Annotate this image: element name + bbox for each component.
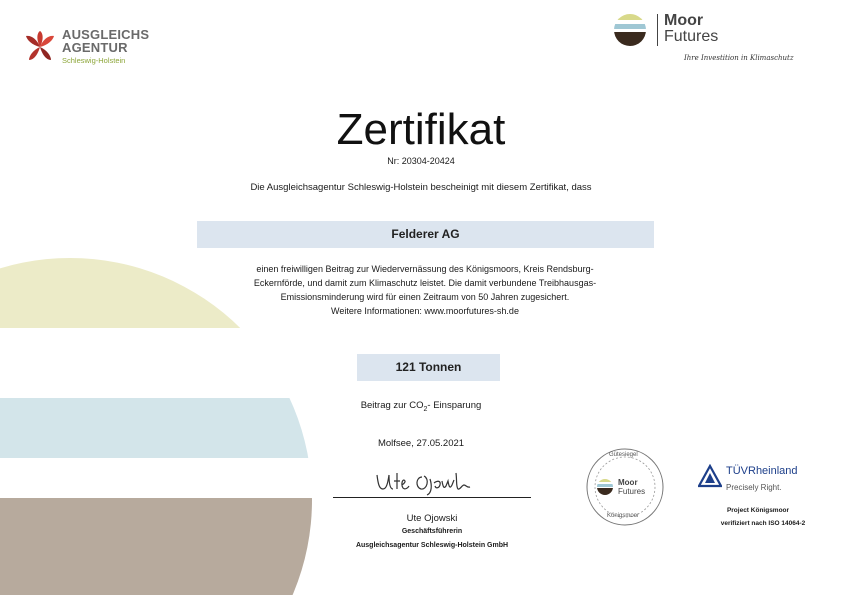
- description-text: [190, 262, 660, 318]
- certificate-number: Nr: 20304-20424: [387, 156, 455, 166]
- logo-divider: [657, 14, 658, 46]
- ausgleichsagentur-logo: [22, 27, 152, 69]
- amount-value: 121 Tonnen: [395, 360, 462, 374]
- seal-line1: Moor: [618, 478, 638, 487]
- co2-caption-suffix: - Einsparung: [427, 400, 482, 411]
- verification-label: verifiziert nach ISO 14064-2: [720, 520, 806, 527]
- description-line: Emissionsminderung wird für einen Zeitraum von 50 Jahren zugesichert.: [280, 292, 570, 302]
- co2-caption: [0, 400, 842, 413]
- tuv-rheinland-logo: [698, 462, 818, 498]
- seal-line2: Futures: [618, 487, 646, 496]
- logo-left-line1: AUSGLEICHS: [62, 27, 150, 42]
- tuv-brand: TÜVRheinland: [726, 465, 798, 477]
- handwritten-signature: [372, 465, 482, 497]
- logo-right-tagline: Ihre Investition in Klimaschutz: [684, 54, 794, 62]
- tuv-triangle-icon: [698, 464, 722, 488]
- project-label: Project Königsmoor: [726, 507, 790, 514]
- logo-left-line3: Schleswig-Holstein: [62, 56, 126, 65]
- logo-right-line1: Moor: [664, 12, 704, 29]
- description-line: einen freiwilligen Beitrag zur Wiedervernässung des Königsmoors, Kreis Rendsburg-: [256, 264, 594, 274]
- intro-text: Die Ausgleichsagentur Schleswig-Holstein bescheinigt mit diesem Zertifikat, dass: [250, 182, 592, 193]
- signatory-role: Geschäftsführerin: [401, 528, 463, 535]
- signature-line: [333, 497, 531, 498]
- signatory-organization: Ausgleichsagentur Schleswig-Holstein GmbH: [355, 542, 509, 549]
- description-line: Eckernförde, und damit zum Klimaschutz leistet. Die damit verbundene Treibhausgas-: [253, 278, 597, 288]
- logo-left-line2: AGENTUR: [62, 40, 128, 55]
- company-name: Felderer AG: [391, 227, 460, 241]
- place-date: Molfsee, 27.05.2021: [377, 438, 465, 449]
- co2-caption-text: Beitrag zur CO: [360, 400, 424, 411]
- moorfutures-logo-icon: [612, 12, 648, 48]
- guetesiegel-seal: [585, 447, 665, 527]
- description-line: Weitere Informationen: www.moorfutures-sh.de: [331, 306, 519, 316]
- certificate-title: Zertifikat: [336, 105, 506, 154]
- flower-logo-icon: [22, 29, 58, 65]
- logo-right-line2: Futures: [664, 28, 719, 45]
- moorfutures-logo: [612, 12, 812, 72]
- tuv-tagline: Precisely Right.: [726, 483, 782, 492]
- co2-subscript: 2: [423, 405, 428, 413]
- seal-top-text: Gütesiegel: [609, 452, 638, 458]
- signatory-name: Ute Ojowski: [406, 513, 458, 524]
- seal-bottom-text: Königsmoor: [607, 513, 640, 519]
